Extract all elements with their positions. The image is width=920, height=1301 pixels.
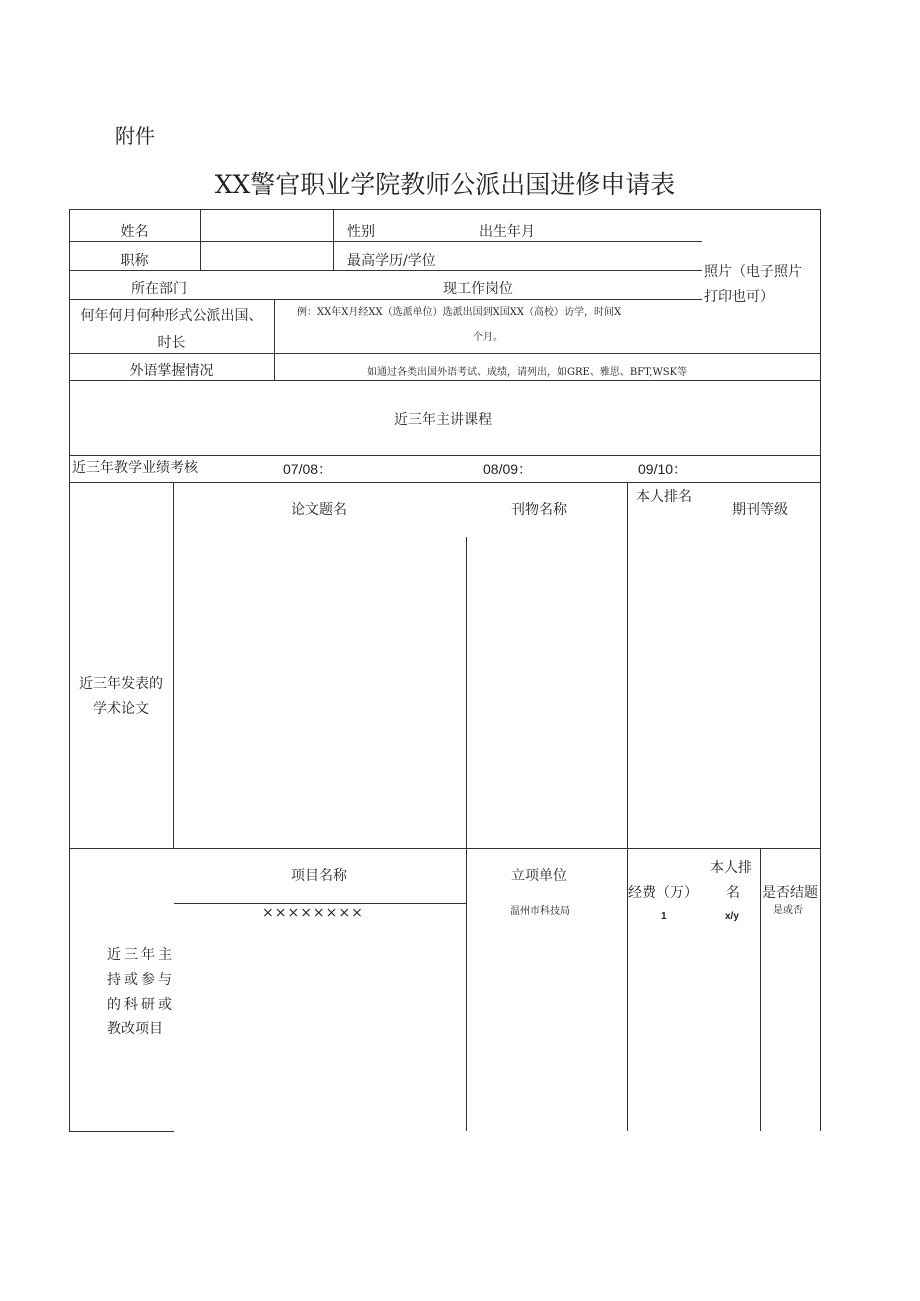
assessment-year-3: 09/10： [638, 461, 688, 477]
papers-col-title: 论文题名 [291, 502, 347, 518]
row-line-4 [69, 353, 821, 354]
col-line-papers-rank [627, 482, 628, 848]
row-line-6 [69, 455, 821, 456]
assessment-label: 近三年教学业绩考核 [72, 460, 198, 476]
projects-label-line4: 教改项目 [107, 1021, 163, 1037]
project-row-rank: x/y [725, 911, 739, 922]
col-line-project-closed [760, 848, 761, 1131]
papers-label-line2: 学术论文 [93, 701, 149, 717]
projects-col-closed: 是否结题 [762, 885, 818, 901]
projects-col-name: 项目名称 [291, 868, 347, 884]
row-line-5 [69, 380, 821, 381]
papers-col-rank: 本人排名 [636, 489, 692, 505]
projects-col-rank-line1: 本人排 [710, 860, 752, 876]
project-row-name: ×××××××× [262, 905, 364, 921]
projects-col-rank-line2: 名 [726, 885, 740, 901]
abroad-hint-line2: 个月。 [473, 332, 503, 343]
papers-label-line1: 近三年发表的 [79, 676, 163, 692]
projects-label-line1: 近三年主 [107, 947, 175, 963]
department-label: 所在部门 [131, 281, 187, 297]
table-right-border [820, 209, 821, 1131]
courses-label: 近三年主讲课程 [394, 412, 492, 428]
degree-label: 最高学历/学位 [347, 253, 436, 269]
projects-label-line3: 的科研或 [107, 997, 175, 1013]
papers-col-level: 期刊等级 [732, 502, 788, 518]
project-row-funding: 1 [661, 911, 667, 922]
col-line-abroad [274, 299, 275, 380]
table-top-border [69, 209, 821, 210]
row-line-7 [69, 482, 821, 483]
row-line-3 [69, 299, 702, 300]
col-line-project-unit [466, 848, 467, 1131]
position-label: 现工作岗位 [443, 281, 513, 297]
row-line-2 [69, 270, 702, 271]
projects-col-unit: 立项单位 [511, 868, 567, 884]
col-line-name [200, 209, 201, 270]
row-line-8 [69, 848, 821, 849]
title-label: 职称 [120, 253, 149, 269]
photo-label-line1: 照片（电子照片 [704, 264, 802, 280]
projects-label-line2: 持或参与 [107, 972, 175, 988]
name-label: 姓名 [120, 224, 149, 240]
col-line-gender [333, 209, 334, 270]
col-line-papers-journal [466, 537, 467, 848]
row-line-1 [69, 241, 702, 242]
language-label: 外语掌握情况 [129, 363, 214, 379]
projects-col-funding: 经费（万） [628, 885, 698, 901]
assessment-year-1: 07/08： [283, 461, 333, 477]
page-title: XX警官职业学院教师公派出国进修申请表 [214, 170, 676, 199]
project-row-unit: 温州市科技局 [510, 906, 570, 917]
col-line-papers-label [173, 482, 174, 848]
gender-label: 性别 [347, 224, 375, 240]
photo-label-line2: 打印也可） [704, 289, 774, 305]
papers-col-journal: 刊物名称 [511, 502, 567, 518]
language-hint: 如通过各类出国外语考试、成绩，请列出，如GRE、雅思、BFT,WSK等 [367, 367, 688, 378]
abroad-label-line1: 何年何月何种形式公派出国、 [80, 308, 263, 324]
birth-label: 出生年月 [479, 224, 535, 240]
project-header-line [174, 903, 466, 904]
attachment-label: 附件 [115, 124, 155, 148]
abroad-hint-line1: 例：XX年X月经XX（选派单位）选派出国到X国XX（高校）访学，时间X [297, 307, 622, 318]
project-row-closed: 是或否 [773, 905, 803, 916]
abroad-label-line2: 时长 [157, 335, 186, 351]
table-bottom-border [69, 1131, 174, 1132]
assessment-year-2: 08/09： [483, 461, 533, 477]
